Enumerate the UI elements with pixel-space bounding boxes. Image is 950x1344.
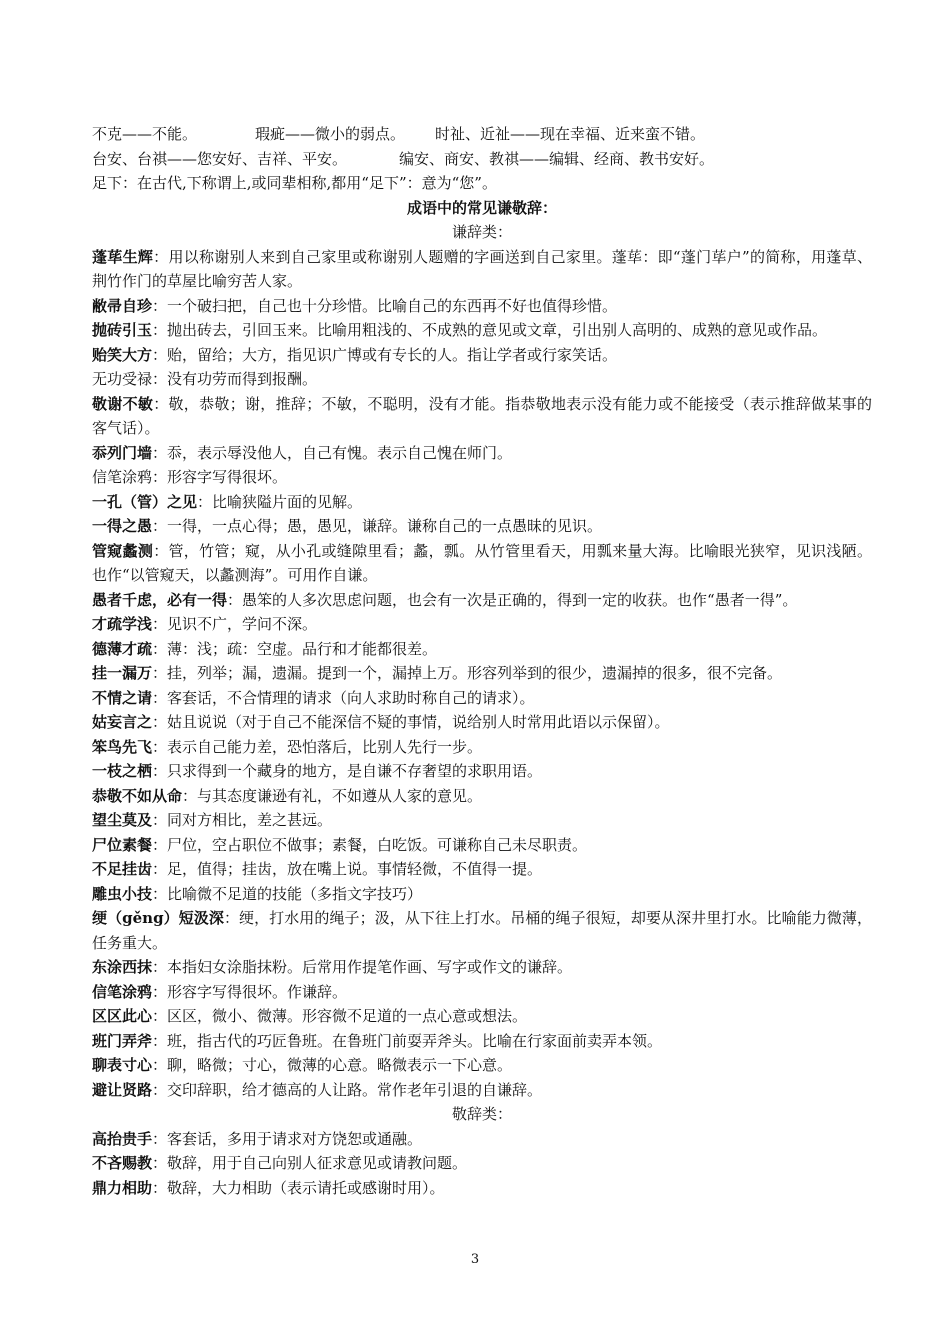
idiom-entry (92, 735, 872, 760)
idiom-term: 高抬贵手 (92, 1129, 153, 1148)
intro-phrase: 时祉、近祉——现在幸福、近来蛮不错。 (435, 125, 706, 143)
idiom-term: 愚者千虑，必有一得 (92, 590, 228, 609)
idiom-entry (92, 392, 872, 441)
idiom-term: 班门弄斧 (92, 1031, 153, 1050)
idiom-definition: ：绠，打水用的绳子；汲，从下往上打水。吊桶的绳子很短，却要从深井里打水。比喻能力微薄，任务重大。 (92, 909, 872, 952)
idiom-entry (92, 441, 872, 466)
idiom-term: 望尘莫及 (92, 811, 153, 829)
idiom-term: 恭敬不如从命 (92, 786, 183, 805)
idiom-definition: ：区区，微小、微薄。形容微不足道的一点心意或想法。 (152, 1007, 528, 1025)
idiom-entry (92, 955, 872, 980)
idiom-definition: ：薄：浅；疏：空虚。品行和才能都很差。 (152, 639, 438, 658)
intro-phrase: 瑕疵——微小的弱点。 (255, 125, 406, 143)
respect-list (92, 1127, 872, 1201)
idiom-entry (92, 1053, 872, 1078)
idiom-term: 鼎力相助 (92, 1178, 153, 1197)
idiom-term: 挂一漏万 (92, 664, 153, 682)
idiom-entry (92, 882, 872, 907)
idiom-entry (92, 1029, 872, 1054)
idiom-definition: ：尸位，空占职位不做事；素餐，白吃饭。可谦称自己未尽职责。 (152, 835, 588, 854)
idiom-definition: ：敬，恭敬；谢，推辞；不敏，不聪明，没有才能。指恭敬地表示没有能力或不能接受（表示推辞做某事的客气话）。 (92, 394, 872, 437)
idiom-entry (92, 1151, 872, 1176)
idiom-definition: ：敬辞，大力相助（表示请托或感谢时用）。 (152, 1178, 445, 1197)
intro-line-1 (92, 122, 872, 147)
idiom-definition: ：足，值得；挂齿，放在嘴上说。事情轻微，不值得一提。 (152, 860, 543, 878)
idiom-entry (92, 588, 872, 613)
idiom-definition: ：本指妇女涂脂抹粉。后常用作提笔作画、写字或作文的谦辞。 (152, 958, 573, 976)
idiom-term: 一枝之栖 (92, 762, 153, 780)
idiom-entry (92, 710, 872, 735)
idiom-definition: ：管，竹管；窥，从小孔或缝隙里看；蠡，瓢。从竹管里看天，用瓢来量大海。比喻眼光狭窄，见识浅陋。也作“以管窥天，以蠡测海”。可用作自谦。 (92, 541, 872, 584)
page-content (92, 122, 872, 1200)
idiom-term: 姑妄言之 (92, 713, 153, 731)
intro-phrase: 台安、台祺——您安好、吉祥、平安。 (92, 149, 348, 168)
idiom-term: 不情之请 (92, 688, 153, 707)
idiom-term: 信笔涂鸦 (92, 982, 153, 1001)
section-title: 成语中的常见谦敬辞： (406, 198, 557, 217)
idiom-term: 不吝赐教 (92, 1154, 153, 1172)
idiom-entry (92, 612, 872, 637)
idiom-term: 贻笑大方 (92, 345, 153, 364)
idiom-definition: ：比喻微不足道的技能（多指文字技巧） (152, 884, 423, 903)
idiom-entry (92, 833, 872, 858)
idiom-definition: ：忝，表示辱没他人，自己有愧。表示自己愧在师门。 (152, 443, 513, 462)
idiom-definition: ：愚笨的人多次思虑问题，也会有一次是正确的，得到一定的收获。也作“愚者一得”。 (227, 590, 798, 609)
idiom-definition: 无功受禄：没有功劳而得到报酬。 (92, 370, 318, 388)
idiom-term: 区区此心 (92, 1007, 153, 1025)
idiom-entry (92, 784, 872, 809)
idiom-entry (92, 367, 872, 392)
idiom-definition: ：只求得到一个藏身的地方，是自谦不存奢望的求职用语。 (152, 762, 543, 780)
idiom-definition: ：客套话，多用于请求对方饶恕或通融。 (152, 1129, 423, 1148)
idiom-entry (92, 637, 872, 662)
idiom-definition: ：聊，略微；寸心，微薄的心意。略微表示一下心意。 (152, 1056, 513, 1074)
idiom-definition: ：见识不广，学问不深。 (152, 615, 318, 633)
idiom-definition: ：抛出砖去，引回玉来。比喻用粗浅的、不成熟的意见或文章，引出别人高明的、成熟的意见或作品。 (152, 321, 828, 339)
idiom-term: 聊表寸心 (92, 1056, 153, 1074)
page-number: 3 (470, 1252, 480, 1267)
idiom-entry (92, 1127, 872, 1152)
idiom-definition: ：贻，留给；大方，指见识广博或有专长的人。指让学者或行家笑话。 (152, 345, 618, 364)
idiom-term: 忝列门墙 (92, 443, 153, 462)
idiom-entry (92, 490, 872, 515)
idiom-term: 一得之愚 (92, 517, 153, 535)
idiom-definition: ：一个破扫把，自己也十分珍惜。比喻自己的东西再不好也值得珍惜。 (152, 296, 618, 315)
respect-heading: 敬辞类： (451, 1105, 512, 1123)
idiom-term: 敬谢不敏 (92, 394, 154, 413)
idiom-term: 敝帚自珍 (92, 296, 153, 315)
idiom-term: 尸位素餐 (92, 835, 153, 854)
idiom-definition: ：表示自己能力差，恐怕落后，比别人先行一步。 (152, 737, 483, 756)
idiom-definition: ：同对方相比，差之甚远。 (152, 811, 333, 829)
idiom-definition: ：客套话，不合情理的请求（向人求助时称自己的请求）。 (152, 688, 535, 707)
idiom-term: 才疏学浅 (92, 615, 153, 633)
idiom-term: 管窥蠡测 (92, 541, 154, 560)
idiom-term: 雕虫小技 (92, 884, 153, 903)
idiom-term: 不足挂齿 (92, 860, 153, 878)
idiom-definition: ：一得，一点心得；愚，愚见，谦辞。谦称自己的一点愚昧的见识。 (152, 517, 603, 535)
idiom-definition: ：班，指古代的巧匠鲁班。在鲁班门前耍弄斧头。比喻在行家面前卖弄本领。 (152, 1031, 663, 1050)
idiom-entry (92, 514, 872, 539)
intro-line-2 (92, 147, 872, 172)
idiom-definition: 信笔涂鸦：形容字写得很坏。 (92, 468, 288, 486)
idiom-entry (92, 539, 872, 588)
idiom-definition: ：比喻狭隘片面的见解。 (197, 492, 363, 511)
idiom-entry (92, 1176, 872, 1201)
idiom-entry (92, 1004, 872, 1029)
idiom-entry (92, 343, 872, 368)
idiom-entry (92, 661, 872, 686)
intro-phrase: 不克——不能。 (92, 125, 198, 143)
idiom-entry (92, 465, 872, 490)
humble-heading: 谦辞类： (451, 223, 512, 241)
idiom-term: 绠（gěng）短汲深 (92, 909, 224, 927)
idiom-entry (92, 906, 872, 955)
idiom-entry (92, 245, 872, 294)
idiom-term: 蓬荜生辉 (92, 247, 154, 266)
idiom-term: 抛砖引玉 (92, 321, 153, 339)
idiom-definition: ：用以称谢别人来到自己家里或称谢别人题赠的字画送到自己家里。蓬荜：即“蓬门荜户”的简称，用蓬草、荆竹作门的草屋比喻穷苦人家。 (92, 247, 872, 290)
idiom-entry (92, 318, 872, 343)
idiom-term: 笨鸟先飞 (92, 737, 153, 756)
idiom-entry (92, 980, 872, 1005)
idiom-entry (92, 294, 872, 319)
intro-phrase: 编安、商安、教祺——编辑、经商、教书安好。 (399, 149, 715, 168)
idiom-term: 一孔（管）之见 (92, 492, 198, 511)
idiom-definition: ：交印辞职，给才德高的人让路。常作老年引退的自谦辞。 (152, 1080, 543, 1099)
idiom-term: 避让贤路 (92, 1080, 153, 1099)
idiom-term: 德薄才疏 (92, 639, 153, 658)
idiom-entry (92, 857, 872, 882)
idiom-entry (92, 759, 872, 784)
intro-line-3: 足下：在古代,下称谓上,或同辈相称,都用“足下”：意为“您”。 (92, 174, 497, 192)
idiom-definition: ：挂，列举；漏，遗漏。提到一个，漏掉上万。形容列举到的很少，遗漏掉的很多，很不完备。 (152, 664, 783, 682)
idiom-definition: ：与其态度谦逊有礼，不如遵从人家的意见。 (182, 786, 483, 805)
idiom-entry (92, 686, 872, 711)
humble-list (92, 245, 872, 1103)
idiom-entry (92, 1078, 872, 1103)
idiom-term: 东涂西抹 (92, 958, 153, 976)
idiom-definition: ：姑且说说（对于自己不能深信不疑的事情，说给别人时常用此语以示保留）。 (152, 713, 670, 731)
idiom-definition: ：敬辞，用于自己向别人征求意见或请教问题。 (152, 1154, 468, 1172)
idiom-entry (92, 808, 872, 833)
idiom-definition: ：形容字写得很坏。作谦辞。 (152, 982, 348, 1001)
